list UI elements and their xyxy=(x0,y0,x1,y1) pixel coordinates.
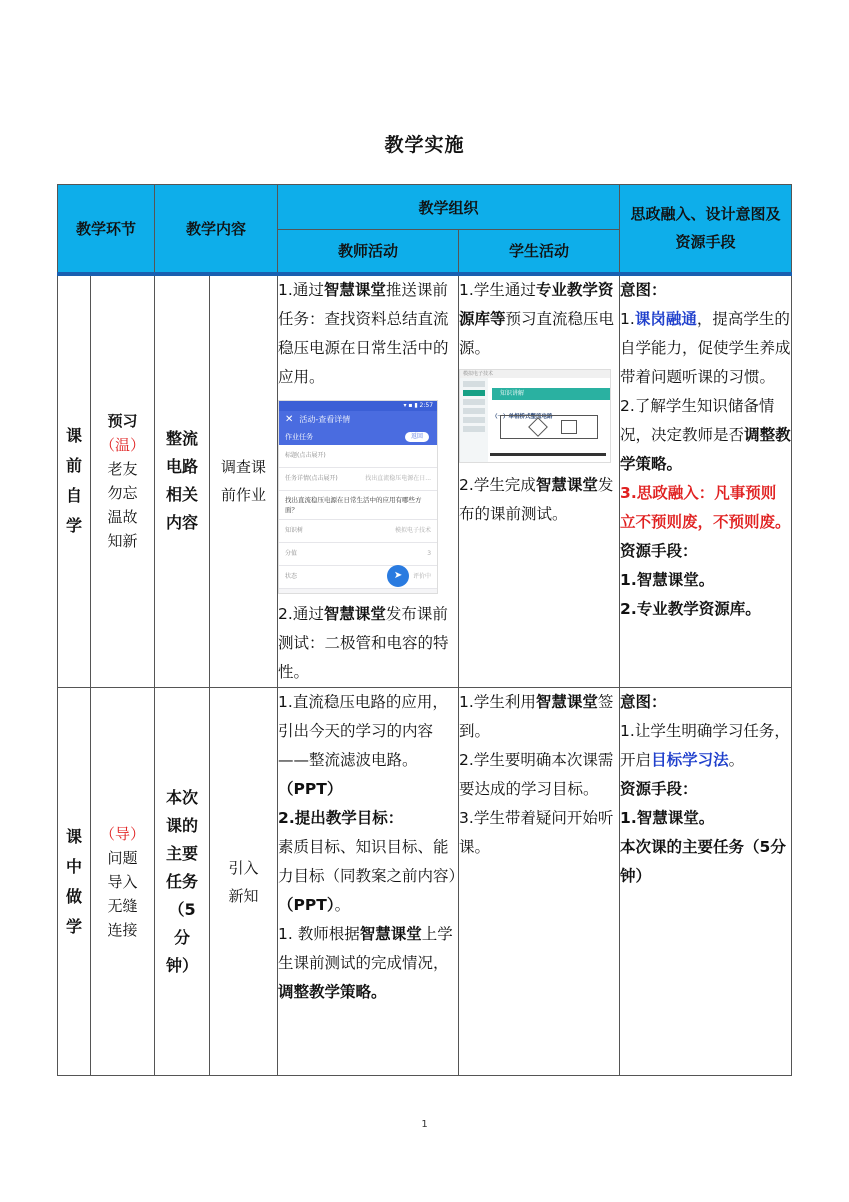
teacher-activity-cell: 1.通过智慧课堂推送课前任务：查找资料总结直流稳压电源在日常生活中的应用。 ▾ ▪ ▮ 2:57 ✕ 活动-查看详情 作业任务 返回 标题(点击展开) 任务详情(点击展开) 找出直流稳压电源在日... 找出直流稳压电源在日常生活中的应用有哪些方面？ 知识树 模拟电子技术 分值 3 状态 评价中 ➤ 2.通过智慧课堂发布课前测试：二极管和电容的特性。 xyxy=(278,274,459,688)
page-title: 教学实施 xyxy=(384,134,465,156)
circuit-diagram-icon xyxy=(500,415,598,439)
close-icon: ✕ xyxy=(285,413,294,425)
header-student: 学生活动 xyxy=(459,230,620,274)
resource-library-screenshot: 模拟电子技术 知识讲解 （一）单相桥式整流电路 xyxy=(459,369,611,463)
content-cell: 整流 电路 相关 内容 xyxy=(155,274,210,688)
table-row xyxy=(58,688,792,1076)
table-row xyxy=(58,274,792,688)
header-teacher: 教师活动 xyxy=(278,230,459,274)
header-content: 教学内容 xyxy=(155,185,278,274)
header-org: 教学组织 xyxy=(278,185,620,230)
header-stage: 教学环节 xyxy=(58,185,155,274)
teacher-activity-cell: 1.直流稳压电路的应用，引出今天的学习的内容——整流滤波电路。（PPT） 2.提出教学目标： 素质目标、知识目标、能力目标（同教案之前内容）（PPT）。 1. 教师根据智慧课堂上学生课前测试的完成情况，调整教学策略。 xyxy=(278,688,459,1076)
sub-stage-cell: （导） 问题 导入 无缝 连接 xyxy=(91,688,155,1076)
send-icon: ➤ xyxy=(387,565,409,587)
student-activity-cell: 1.学生通过专业教学资源库等预习直流稳压电源。 模拟电子技术 知识讲解 （一）单相桥式整流电路 2.学生完成智慧课堂发布的课前测试。 xyxy=(459,274,620,688)
student-activity-cell: 1.学生利用智慧课堂签到。 2.学生要明确本次课需要达成的学习目标。 3.学生带着疑问开始听课。 xyxy=(459,688,620,1076)
task-cell: 引入 新知 xyxy=(210,688,278,1076)
intent-cell: 意图： 1.让学生明确学习任务，开启目标学习法。 资源手段： 1.智慧课堂。 本次课的主要任务（5分钟） xyxy=(620,688,792,1076)
header-intent: 思政融入、设计意图及资源手段 xyxy=(620,185,792,274)
sub-stage-cell: 预习 （温） 老友 勿忘 温故 知新 xyxy=(91,274,155,688)
task-cell: 调查课 前作业 xyxy=(210,274,278,688)
page-number: 1 xyxy=(421,1119,428,1130)
intent-cell: 意图： 1.课岗融通，提高学生的自学能力，促使学生养成带着问题听课的习惯。 2.了解学生知识储备情况，决定教师是否调整教学策略。 3.思政融入：凡事预则立不预则废，不预则废。 资源手段： 1.智慧课堂。 2.专业教学资源库。 xyxy=(620,274,792,688)
content-cell: 本次 课的 主要 任务 （5 分 钟） xyxy=(155,688,210,1076)
phone-screenshot: ▾ ▪ ▮ 2:57 ✕ 活动-查看详情 作业任务 返回 标题(点击展开) 任务详情(点击展开) 找出直流稳压电源在日... 找出直流稳压电源在日常生活中的应用有哪些方面？ 知识树 模拟电子技术 分值 3 状态 评价中 ➤ xyxy=(278,400,438,594)
stage-cell: 课 中 做 学 xyxy=(58,688,91,1076)
teaching-plan-table xyxy=(57,184,792,1076)
stage-cell: 课 前 自 学 xyxy=(58,274,91,688)
